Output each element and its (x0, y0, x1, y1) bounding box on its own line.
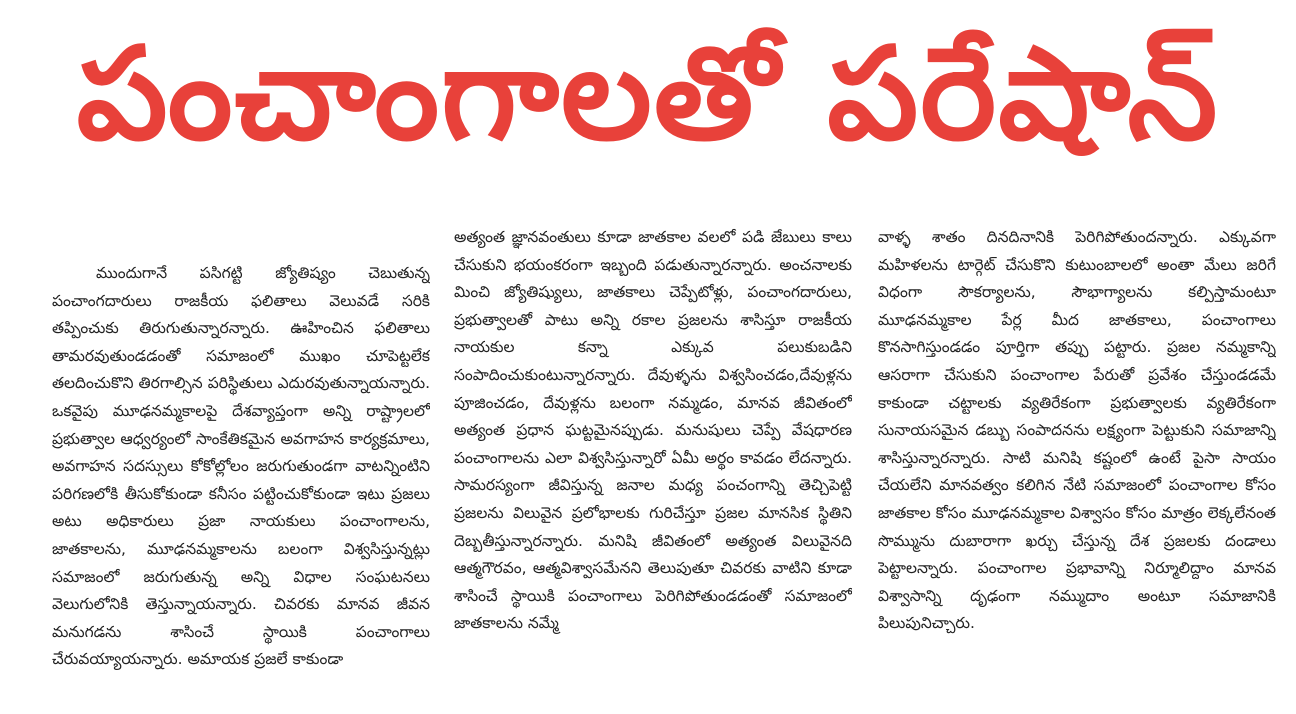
article-column-2: అత్యంత జ్ఞానవంతులు కూడా జాతకాల వలలో పడి జేబులు కాలు చేసుకుని భయంకరంగా ఇబ్బంది పడుతున్నారన్నారు. అంచనాలకు మించి జ్యోతిష్యులు, జాతకాలు చెప్పేటోళ్లు, పంచాంగదారులు, ప్రభుత్వాలతో పాటు అన్ని రకాల ప్రజలను శాసిస్తూ రాజకీయ నాయకుల కన్నా ఎక్కువ పలుకుబడిని సంపాదించుకుంటున్నారన్నారు. దేవుళ్ళను విశ్వసించడం,దేవుళ్లను పూజించడం, దేవుళ్లను బలంగా నమ్మడం, మానవ జీవితంలో అత్యంత ప్రధాన ఘట్టమైనప్పుడు. మనుషులు చెప్పే వేషధారణ పంచాంగాలను ఎలా విశ్వసిస్తున్నారో ఏమీ అర్థం కావడం లేదన్నారు. సామరస్యంగా జీవిస్తున్న జనాల మధ్య పంచంగాన్ని తెచ్చిపెట్టి ప్రజలను విలువైన ప్రలోభాలకు గురిచేస్తూ ప్రజల మానసిక స్థితిని దెబ్బతీస్తున్నారన్నారు. మనిషి జీవితంలో అత్యంత విలువైనది ఆత్మగౌరవం, ఆత్మవిశ్వాసమేనని తెలుపుతూ చివరకు వాటిని కూడా శాసించే స్థాయికి పంచాంగాలు పెరిగిపోతుండడంతో సమాజంలో జాతకాలను నమ్మే (454, 228, 852, 633)
article-column-3: వాళ్ళ శాతం దినదినానికి పెరిగిపోతుందన్నారు. ఎక్కువగా మహిళలను టార్గెట్ చేసుకొని కుటుంబాలలో అంతా మేలు జరిగే విధంగా సౌకర్యాలను, సౌభాగ్యాలను కల్పిస్తామంటూ మూఢనమ్మకాల పేర్ల మీద జాతకాలు, పంచాంగాలు కొనసాగిస్తుండడం పూర్తిగా తప్పు పట్టారు. ప్రజల నమ్మకాన్ని ఆసరాగా చేసుకుని పంచాంగాల పేరుతో ప్రవేశం చేస్తుండడమే కాకుండా చట్టాలకు వ్యతిరేకంగా ప్రభుత్వాలకు వ్యతిరేకంగా సునాయసమైన డబ్బు సంపాదనను లక్ష్యంగా పెట్టుకుని సమాజాన్ని శాసిస్తున్నారన్నారు. సాటి మనిషి కష్టంలో ఉంటే పైసా సాయం చేయలేని మానవత్వం కలిగిన నేటి సమాజంలో పంచాంగాల కోసం జాతకాల కోసం మూఢనమ్మకాల విశ్వాసం కోసం మాత్రం లెక్కలేనంత సొమ్మును దుబారాగా ఖర్చు చేస్తున్న దేశ ప్రజలకు దండాలు పెట్టాలన్నారు. పంచాంగాల ప్రభావాన్ని నిర్మూలిద్దాం మానవ విశ్వాసాన్ని దృఢంగా నమ్ముదాం అంటూ సమాజానికి పిలుపునిచ్చారు. (878, 228, 1276, 633)
headline: పంచాంగాలతో పరేషాన్ (76, 20, 1220, 169)
article-body (52, 224, 1284, 710)
article-column-1: ముందుగానే పసిగట్టి జ్యోతిష్యం చెబుతున్న పంచాంగదారులు రాజకీయ ఫలితాలు వెలువడే సరికి తప్పించుకు తిరుగుతున్నారన్నారు. ఊహించిన ఫలితాలు తామరవుతుండడంతో సమాజంలో ముఖం చూపెట్టలేక తలదించుకొని తిరగాల్సిన పరిస్థితులు ఎదురవుతున్నాయన్నారు. ఒకవైపు మూఢనమ్మకాలపై దేశవ్యాప్తంగా అన్ని రాష్ట్రాలలో ప్రభుత్వాల ఆధ్వర్యంలో సాంకేతికమైన అవగాహన కార్యక్రమాలు, అవగాహన సదస్సులు కోకోల్లోలం జరుగుతుండగా వాటన్నింటిని పరిగణలోకి తీసుకోకుండా కనీసం పట్టించుకోకుండా ఇటు ప్రజలు అటు అధికారులు ప్రజా నాయకులు పంచాంగాలను, జాతకాలను, మూఢనమ్మకాలను బలంగా విశ్వసిస్తున్నట్లు సమాజంలో జరుగుతున్న అన్ని విధాల సంఘటనలు వెలుగులోనికి తెస్తున్నాయన్నారు. చివరకు మానవ జీవన మనుగడను శాసించే స్థాయికి పంచాంగాలు చేరువయ్యాయన్నారు. అమాయక ప్రజలే కాకుండా (52, 264, 430, 669)
